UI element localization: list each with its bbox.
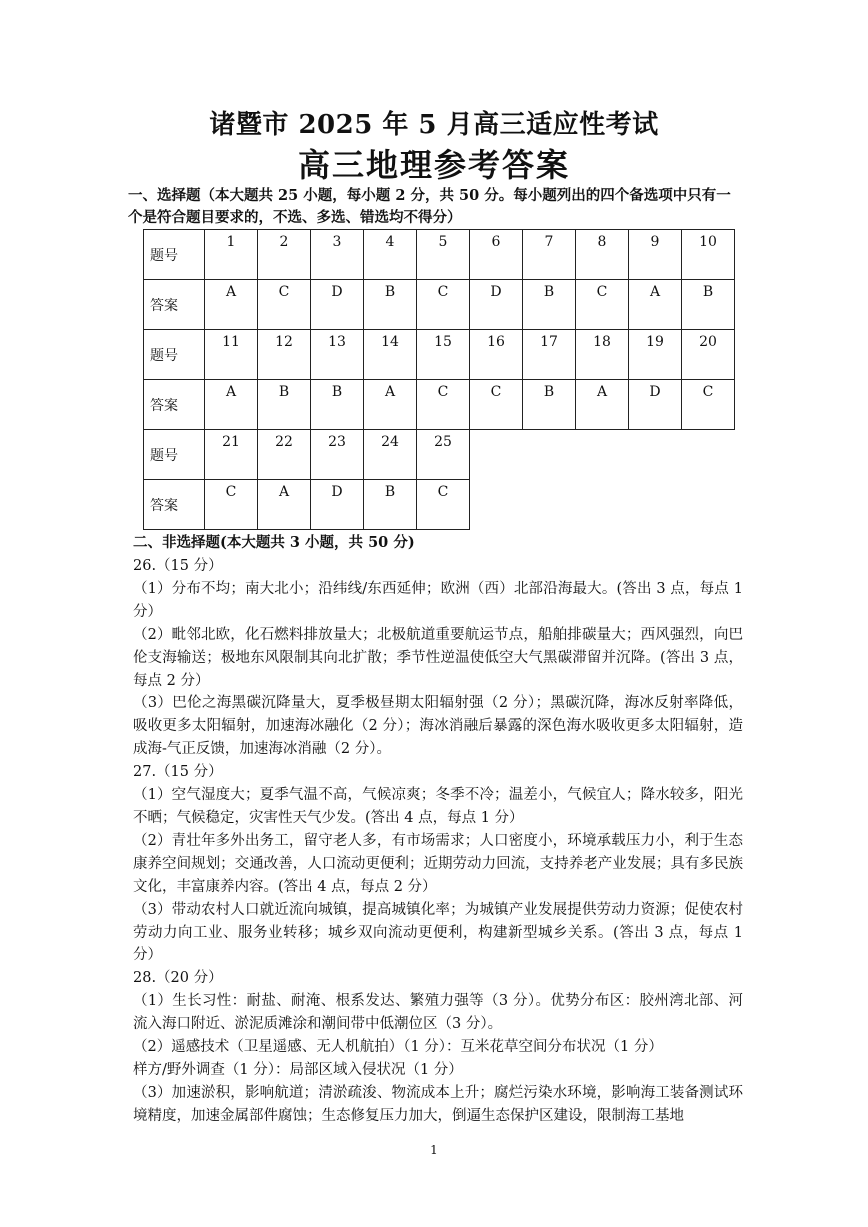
answer-cell: C (417, 280, 470, 330)
answer-paragraph: 27.（15 分） (133, 764, 223, 781)
question-number-cell: 12 (258, 330, 311, 380)
empty-cell (629, 480, 682, 530)
answer-cell: B (364, 280, 417, 330)
answer-row (144, 380, 735, 430)
question-number-label: 题号 (144, 430, 205, 480)
answer-cell: C (417, 380, 470, 430)
answer-cell: B (682, 280, 735, 330)
question-number-cell: 19 (629, 330, 682, 380)
question-number-cell: 4 (364, 230, 417, 280)
answer-paragraph: （2）遥感技术（卫星遥感、无人机航拍）（1 分）：互米花草空间分布状况（1 分） (133, 1039, 663, 1056)
answer-cell: A (205, 380, 258, 430)
answer-paragraph: （3）加速淤积，影响航道；清淤疏浚、物流成本上升；腐烂污染水环境，影响海工装备测试环境精度，加速金属部件腐蚀；生态修复压力加大，倒逼生态保护区建设，限制海工基地 (133, 1084, 743, 1124)
answer-cell: D (629, 380, 682, 430)
page-number: 1 (430, 1143, 438, 1157)
empty-cell (470, 430, 523, 480)
question-number-row (144, 330, 735, 380)
answer-cell: C (682, 380, 735, 430)
answer-cell: A (629, 280, 682, 330)
empty-cell (682, 480, 735, 530)
answer-paragraph: 28.（20 分） (133, 970, 223, 987)
answer-cell: D (311, 480, 364, 530)
answer-cell: D (470, 280, 523, 330)
answer-cell: B (523, 280, 576, 330)
answer-cell: C (470, 380, 523, 430)
answer-cell: C (205, 480, 258, 530)
empty-cell (523, 430, 576, 480)
question-number-cell: 9 (629, 230, 682, 280)
answer-table (143, 229, 735, 530)
question-number-cell: 25 (417, 430, 470, 480)
exam-title: 诸暨市 2025 年 5 月高三适应性考试 (209, 110, 659, 140)
answer-paragraph: （2）青壮年多外出务工，留守老人多，有市场需求；人口密度小，环境承载压力小，利于生态康养空间规划；交通改善，人口流动更便利；近期劳动力回流，支持养老产业发展；具有多民族文化，丰富康养内容。(答出 4 点，每点 2 分） (133, 832, 743, 895)
answer-cell: B (258, 380, 311, 430)
answer-paragraph: （3）带动农村人口就近流向城镇，提高城镇化率；为城镇产业发展提供劳动力资源；促使农村劳动力向工业、服务业转移；城乡双向流动更便利，构建新型城乡关系。(答出 3 点，每点 1 分） (133, 901, 743, 964)
question-number-cell: 20 (682, 330, 735, 380)
question-number-label: 题号 (144, 330, 205, 380)
answer-paragraph: （1）分布不均；南大北小；沿纬线/东西延伸；欧洲（西）北部沿海最大。(答出 3 点，每点 1 分） (133, 580, 743, 620)
answer-cell: A (205, 280, 258, 330)
answer-cell: C (576, 280, 629, 330)
answer-cell: A (258, 480, 311, 530)
question-number-cell: 18 (576, 330, 629, 380)
answer-cell: B (364, 480, 417, 530)
question-number-label: 题号 (144, 230, 205, 280)
answer-cell: A (576, 380, 629, 430)
section2-heading: 二、非选择题(本大题共 3 小题，共 50 分) (133, 534, 415, 551)
empty-cell (576, 430, 629, 480)
section1-intro: 一、选择题（本大题共 25 小题，每小题 2 分，共 50 分。每小题列出的四个备选项中只有一个是符合题目要求的，不选、多选、错选均不得分） (128, 187, 731, 226)
question-number-cell: 13 (311, 330, 364, 380)
section2-answers (133, 555, 743, 1128)
empty-cell (576, 480, 629, 530)
answer-row (144, 280, 735, 330)
answer-paragraph: （3）巴伦之海黑碳沉降量大，夏季极昼期太阳辐射强（2 分）；黑碳沉降，海冰反射率降低，吸收更多太阳辐射，加速海冰融化（2 分）；海冰消融后暴露的深色海水吸收更多太阳辐射，造成海-气正反馈，加速海冰消融（2 分）。 (133, 695, 743, 758)
question-number-cell: 10 (682, 230, 735, 280)
question-number-cell: 22 (258, 430, 311, 480)
answer-row (144, 480, 735, 530)
empty-cell (629, 430, 682, 480)
question-number-cell: 16 (470, 330, 523, 380)
question-number-cell: 24 (364, 430, 417, 480)
answer-cell: C (417, 480, 470, 530)
answer-cell: C (258, 280, 311, 330)
answer-label: 答案 (144, 480, 205, 530)
answer-paragraph: （1）生长习性：耐盐、耐淹、根系发达、繁殖力强等（3 分）。优势分布区：胶州湾北部、河流入海口附近、淤泥质滩涂和潮间带中低潮位区（3 分）。 (133, 993, 743, 1033)
answer-cell: B (523, 380, 576, 430)
answer-paragraph: （1）空气湿度大；夏季气温不高，气候凉爽；冬季不冷；温差小，气候宜人；降水较多，阳光不晒；气候稳定，灾害性天气少发。(答出 4 点，每点 1 分） (133, 787, 743, 826)
question-number-cell: 8 (576, 230, 629, 280)
question-number-row (144, 230, 735, 280)
empty-cell (682, 430, 735, 480)
question-number-cell: 5 (417, 230, 470, 280)
answer-cell: A (364, 380, 417, 430)
answer-label: 答案 (144, 280, 205, 330)
empty-cell (523, 480, 576, 530)
question-number-cell: 2 (258, 230, 311, 280)
answer-label: 答案 (144, 380, 205, 430)
answer-key-title: 高三地理参考答案 (297, 146, 570, 184)
question-number-cell: 23 (311, 430, 364, 480)
question-number-cell: 21 (205, 430, 258, 480)
answer-cell: B (311, 380, 364, 430)
question-number-cell: 17 (523, 330, 576, 380)
question-number-cell: 15 (417, 330, 470, 380)
answer-cell: D (311, 280, 364, 330)
answer-paragraph: 26.（15 分） (133, 558, 223, 574)
answer-paragraph: （2）毗邻北欧，化石燃料排放量大；北极航道重要航运节点，船舶排碳量大；西风强烈，向巴伦支海输送；极地东风限制其向北扩散；季节性逆温使低空大气黑碳滞留并沉降。(答出 3 点，每点 2 分） (133, 626, 743, 689)
question-number-row (144, 430, 735, 480)
question-number-cell: 7 (523, 230, 576, 280)
empty-cell (470, 480, 523, 530)
question-number-cell: 3 (311, 230, 364, 280)
question-number-cell: 6 (470, 230, 523, 280)
question-number-cell: 14 (364, 330, 417, 380)
answer-paragraph: 样方/野外调查（1 分）：局部区域入侵状况（1 分） (133, 1061, 463, 1078)
question-number-cell: 11 (205, 330, 258, 380)
question-number-cell: 1 (205, 230, 258, 280)
